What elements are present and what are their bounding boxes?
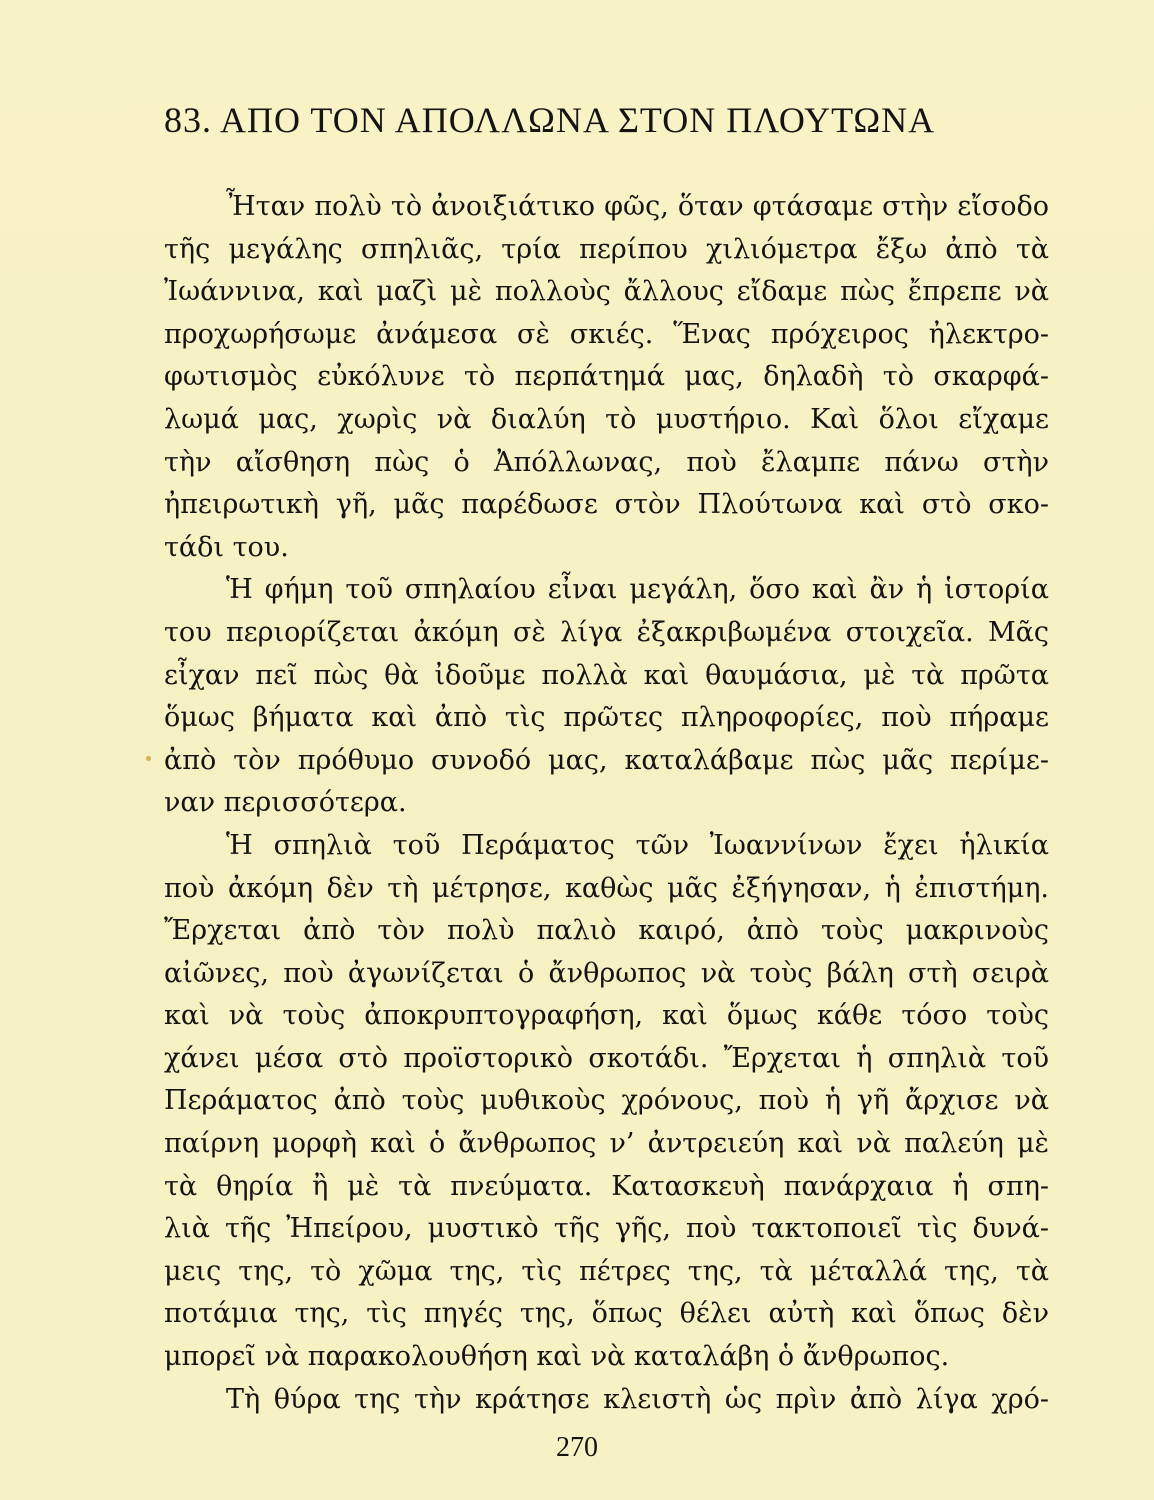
text-line: ποὺ ἀκόμη δὲν τὴ μέτρησε, καθὼς μᾶς ἐξήγησαν, ἡ ἐπιστήμη. bbox=[164, 872, 1049, 904]
text-line: αἰῶνες, ποὺ ἀγωνίζεται ὁ ἄνθρωπος νὰ τοὺς βάλη στὴ σειρὰ bbox=[164, 957, 1049, 989]
text-line: φωτισμὸς εὐκόλυνε τὸ περπάτημά μας, δηλαδὴ τὸ σκαρφά- bbox=[164, 361, 1049, 393]
paragraph bbox=[164, 569, 1049, 825]
text-line: Ἡ σπηλιὰ τοῦ Περάματος τῶν Ἰωαννίνων ἔχει ἡλικία bbox=[226, 829, 1049, 861]
text-line: μπορεῖ νὰ παρακολουθήση καὶ νὰ καταλάβη ὁ ἄνθρωπος. bbox=[164, 1341, 950, 1373]
text-line: Τὴ θύρα της τὴν κράτησε κλειστὴ ὡς πρὶν ἀπὸ λίγα χρό- bbox=[226, 1383, 1049, 1415]
text-line: τάδι του. bbox=[164, 531, 289, 563]
body-text bbox=[164, 186, 1049, 1421]
text-line: ἀπὸ τὸν πρόθυμο συνοδό μας, καταλάβαμε πὼς μᾶς περίμε- bbox=[164, 744, 1049, 776]
text-line: χάνει μέσα στὸ προϊστορικὸ σκοτάδι. Ἔρχεται ἡ σπηλιὰ τοῦ bbox=[164, 1042, 1049, 1074]
text-line: παίρνη μορφὴ καὶ ὁ ἄνθρωπος ν’ ἀντρειεύη καὶ νὰ παλεύη μὲ bbox=[164, 1128, 1049, 1160]
text-line: τὴν αἴσθηση πὼς ὁ Ἀπόλλωνας, ποὺ ἔλαμπε πάνω στὴν bbox=[164, 446, 1049, 478]
text-line: εἶχαν πεῖ πὼς θὰ ἰδοῦμε πολλὰ καὶ θαυμάσια, μὲ τὰ πρῶτα bbox=[164, 659, 1049, 691]
text-line: Ἡ φήμη τοῦ σπηλαίου εἶναι μεγάλη, ὅσο καὶ ἂν ἡ ἱστορία bbox=[226, 574, 1049, 606]
text-line: ποτάμια της, τὶς πηγές της, ὅπως θέλει αὐτὴ καὶ ὅπως δὲν bbox=[164, 1298, 1049, 1330]
text-line: τὰ θηρία ἢ μὲ τὰ πνεύματα. Κατασκευὴ πανάρχαια ἡ σπη- bbox=[164, 1170, 1049, 1202]
text-line: του περιορίζεται ἀκόμη σὲ λίγα ἐξακριβωμένα στοιχεῖα. Μᾶς bbox=[164, 616, 1049, 648]
text-line: τῆς μεγάλης σπηλιᾶς, τρία περίπου χιλιόμετρα ἔξω ἀπὸ τὰ bbox=[164, 233, 1049, 265]
text-line: μεις της, τὸ χῶμα της, τὶς πέτρες της, τὰ μέταλλά της, τὰ bbox=[164, 1255, 1049, 1287]
text-line: Ἔρχεται ἀπὸ τὸν πολὺ παλιὸ καιρό, ἀπὸ τοὺς μακρινοὺς bbox=[164, 915, 1049, 947]
text-line: λιὰ τῆς Ἠπείρου, μυστικὸ τῆς γῆς, ποὺ τακτοποιεῖ τὶς δυνά- bbox=[164, 1213, 1049, 1245]
text-line: ναν περισσότερα. bbox=[164, 787, 407, 819]
text-line: Ἰωάννινα, καὶ μαζὶ μὲ πολλοὺς ἄλλους εἴδαμε πὼς ἔπρεπε νὰ bbox=[164, 276, 1049, 308]
paragraph bbox=[164, 186, 1049, 569]
page-number: 270 bbox=[556, 1432, 598, 1463]
paragraph bbox=[164, 825, 1049, 1379]
chapter-title: 83. ΑΠΟ ΤΟΝ ΑΠΟΛΛΩΝΑ ΣΤΟΝ ΠΛΟΥΤΩΝΑ bbox=[164, 100, 936, 140]
text-line: λωμά μας, χωρὶς νὰ διαλύη τὸ μυστήριο. Καὶ ὅλοι εἴχαμε bbox=[164, 403, 1049, 435]
text-line: Ἦταν πολὺ τὸ ἀνοιξιάτικο φῶς, ὅταν φτάσαμε στὴν εἴσοδο bbox=[226, 191, 1049, 222]
text-line: προχωρήσωμε ἀνάμεσα σὲ σκιές. Ἕνας πρόχειρος ἠλεκτρο- bbox=[164, 318, 1049, 350]
paragraph bbox=[164, 1379, 1049, 1422]
text-line: Περάματος ἀπὸ τοὺς μυθικοὺς χρόνους, ποὺ ἡ γῆ ἄρχισε νὰ bbox=[164, 1085, 1049, 1117]
margin-mark bbox=[146, 756, 151, 761]
text-line: ὅμως βήματα καὶ ἀπὸ τὶς πρῶτες πληροφορίες, ποὺ πήραμε bbox=[164, 702, 1049, 734]
text-line: ἠπειρωτικὴ γῆ, μᾶς παρέδωσε στὸν Πλούτωνα καὶ στὸ σκο- bbox=[164, 489, 1049, 521]
text-line: καὶ νὰ τοὺς ἀποκρυπτογραφήση, καὶ ὅμως κάθε τόσο τοὺς bbox=[164, 1000, 1049, 1032]
